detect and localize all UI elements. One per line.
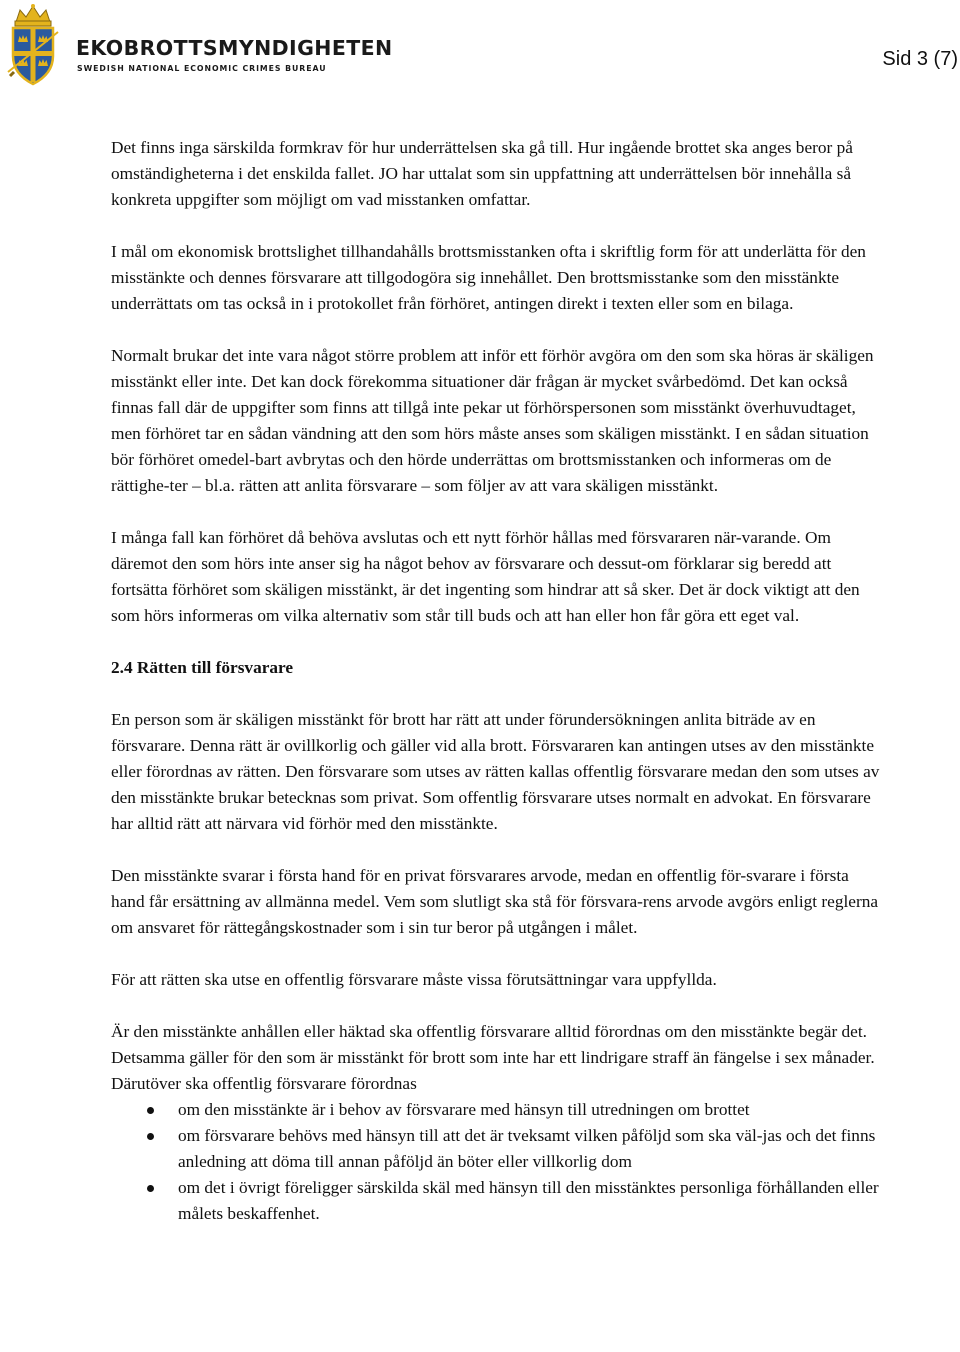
paragraph: Den misstänkte svarar i första hand för en privat försvarares arvode, medan en offentlig för-svarare i första hand får ersättning av allmänna medel. Vem som slutligt ska stå för försvara-rens arvode avgörs enligt reglerna om ansvaret för rättegångskostnader som i sin tur beror på utgången i målet. <box>111 866 879 937</box>
swedish-coat-of-arms-icon <box>2 2 64 94</box>
page-number: Sid 3 (7) <box>882 48 958 70</box>
paragraph: En person som är skäligen misstänkt för brott har rätt att under förundersökningen anlita biträde av en försvarare. Denna rätt är ovillkorlig och gäller vid alla brott. Försvararen kan antingen utses av den misstänkte eller förordnas av rätten. Den försvarare som utses av rätten kallas offentlig försvarare medan den som utses av den misstänkte brukar betecknas som privat. Som offentlig försvarare utses normalt en advokat. En försvarare har alltid rätt att närvara vid förhör med den misstänkte. <box>111 710 880 833</box>
paragraph: Är den misstänkte anhållen eller häktad ska offentlig försvarare alltid förordnas om den misstänkte begär det. Detsamma gäller för den som är misstänkt för brott som inte har ett lindrigare straff än fängelse i sex månader. Därutöver ska offentlig försvarare förordnas <box>111 1022 875 1093</box>
bullet-icon <box>147 1185 154 1192</box>
paragraph: I mål om ekonomisk brottslighet tillhandahålls brottsmisstanken ofta i skriftlig form för att underlätta för den misstänkte och dennes försvarare att tillgodogöra sig innehållet. Den brottsmisstanke som den misstänkte underrättats om tas också in i protokollet från förhöret, antingen direkt i texten eller som en bilaga. <box>111 242 866 313</box>
logo-subtitle: SWEDISH NATIONAL ECONOMIC CRIMES BUREAU <box>77 64 327 73</box>
list-item-text: om den misstänkte är i behov av försvarare med hänsyn till utredningen om brottet <box>178 1100 750 1119</box>
paragraph: I många fall kan förhöret då behöva avslutas och ett nytt förhör hållas med försvararen när-varande. Om däremot den som hörs inte anser sig ha något behov av försvarare och dessut-om förklarar sig beredd att fortsätta förhöret som skäligen misstänkt, är det ingenting som hindrar att så sker. Det är dock viktigt att den som hörs informeras om vilka alternativ som står till buds och att han eller hon får göra ett eget val. <box>111 528 860 625</box>
list-item <box>111 1123 883 1175</box>
paragraph: För att rätten ska utse en offentlig försvarare måste vissa förutsättningar vara uppfyllda. <box>111 970 717 989</box>
list-item-text: om försvarare behövs med hänsyn till att det är tveksamt vilken påföljd som ska väl-jas och det finns anledning att döma till annan påföljd än böter eller villkorlig dom <box>178 1126 876 1171</box>
paragraph: Det finns inga särskilda formkrav för hur underrättelsen ska gå till. Hur ingående brottet ska anges beror på omständigheterna i det enskilda fallet. JO har uttalat som sin uppfattning att underrättelsen bör innehålla så konkreta uppgifter som möjligt om vad misstanken omfattar. <box>111 138 853 209</box>
bullet-icon <box>147 1107 154 1114</box>
section-heading: 2.4 Rätten till försvarare <box>111 658 294 677</box>
document-body <box>111 135 883 1227</box>
paragraph: Normalt brukar det inte vara något större problem att inför ett förhör avgöra om den som ska höras är skäligen misstänkt eller inte. Det kan dock förekomma situationer där frågan är mycket svårbedömd. Det kan också finnas fall där de uppgifter som finns att tillgå inte pekar ut förhörspersonen som misstänkt överhuvudtaget, men förhöret tar en sådan vändning att den som hörs måste anses som skäligen misstänkt. I en sådan situation bör förhöret omedel-bart avbrytas och den hörde underrättas om brottsmisstanken och informeras om de rättighe-ter – bl.a. rätten att anlita försvarare – som följer av att vara skäligen misstänkt. <box>111 346 874 495</box>
bullet-icon <box>147 1133 154 1140</box>
logo-name: EKOBROTTSMYNDIGHETEN <box>76 36 393 60</box>
list-item <box>111 1175 883 1227</box>
list-item-text: om det i övrigt föreligger särskilda skäl med hänsyn till den misstänktes personliga förhållanden eller målets beskaffenhet. <box>178 1178 879 1223</box>
list-item <box>111 1097 883 1123</box>
bullet-list <box>111 1097 883 1227</box>
page-header <box>0 0 960 100</box>
